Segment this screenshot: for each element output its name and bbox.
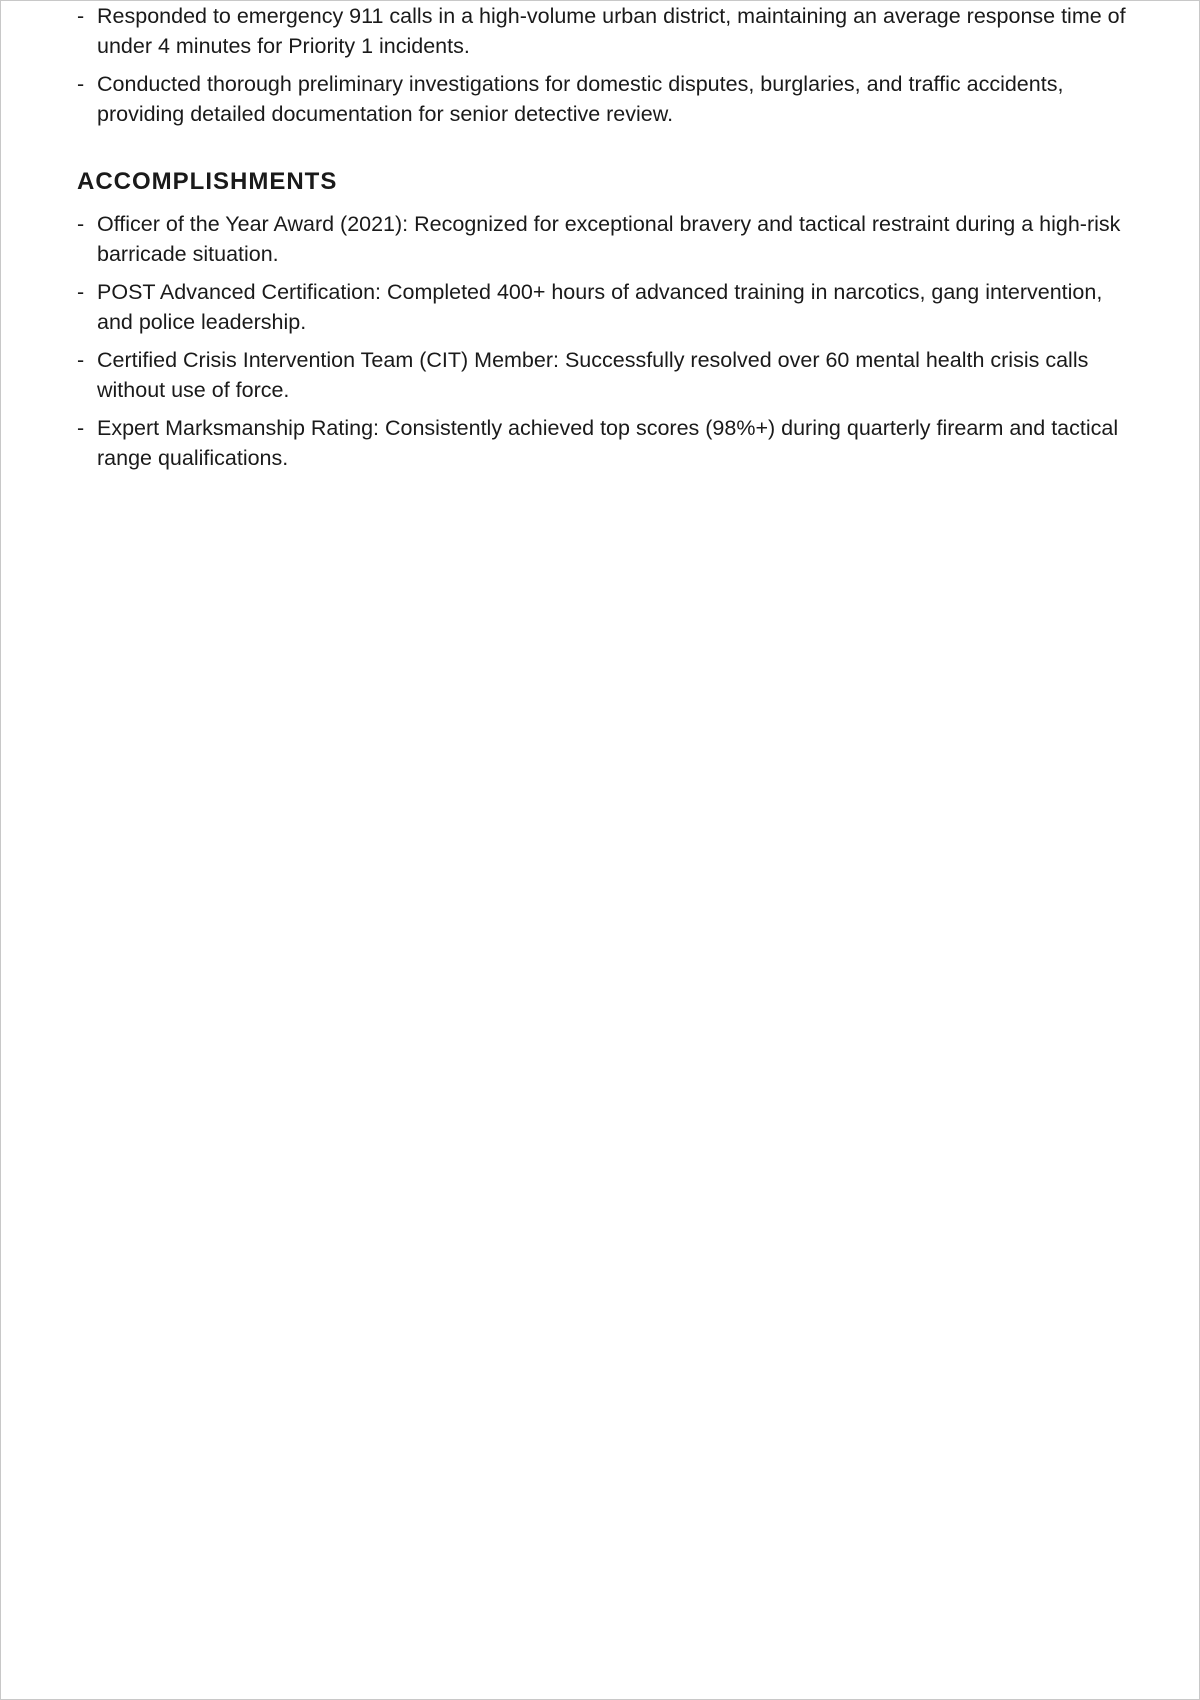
accomplishments-heading: ACCOMPLISHMENTS: [77, 168, 338, 195]
resume-content: [77, 1, 1137, 481]
experience-bullet-text: Responded to emergency 911 calls in a high-volume urban district, maintaining an average response time of under 4 minutes for Priority 1 incidents.: [97, 4, 1126, 58]
bullet-dash: -: [77, 72, 85, 96]
bullet-dash: -: [77, 212, 85, 236]
accomplishment-bullet: [77, 209, 1137, 269]
accomplishment-bullet: [77, 277, 1137, 337]
accomplishment-bullet: [77, 413, 1137, 473]
accomplishment-bullet-text: Officer of the Year Award (2021): Recognized for exceptional bravery and tactical restraint during a high-risk barricade situation.: [97, 212, 1121, 266]
accomplishment-bullet-text: Certified Crisis Intervention Team (CIT) Member: Successfully resolved over 60 mental health crisis calls without use of force.: [97, 348, 1089, 402]
experience-bullet-text: Conducted thorough preliminary investigations for domestic disputes, burglaries, and traffic accidents, providing detailed documentation for senior detective review.: [97, 72, 1064, 126]
accomplishments-bullet-list: [77, 209, 1137, 473]
bullet-dash: -: [77, 348, 85, 372]
bullet-dash: -: [77, 280, 85, 304]
experience-bullet-list: [77, 1, 1137, 129]
experience-bullet: [77, 1, 1137, 61]
bullet-dash: -: [77, 4, 85, 28]
accomplishment-bullet: [77, 345, 1137, 405]
bullet-dash: -: [77, 416, 85, 440]
accomplishment-bullet-text: Expert Marksmanship Rating: Consistently achieved top scores (98%+) during quarterly firearm and tactical range qualifications.: [97, 416, 1119, 470]
experience-bullet: [77, 69, 1137, 129]
accomplishment-bullet-text: POST Advanced Certification: Completed 400+ hours of advanced training in narcotics, gang intervention, and police leadership.: [97, 280, 1103, 334]
